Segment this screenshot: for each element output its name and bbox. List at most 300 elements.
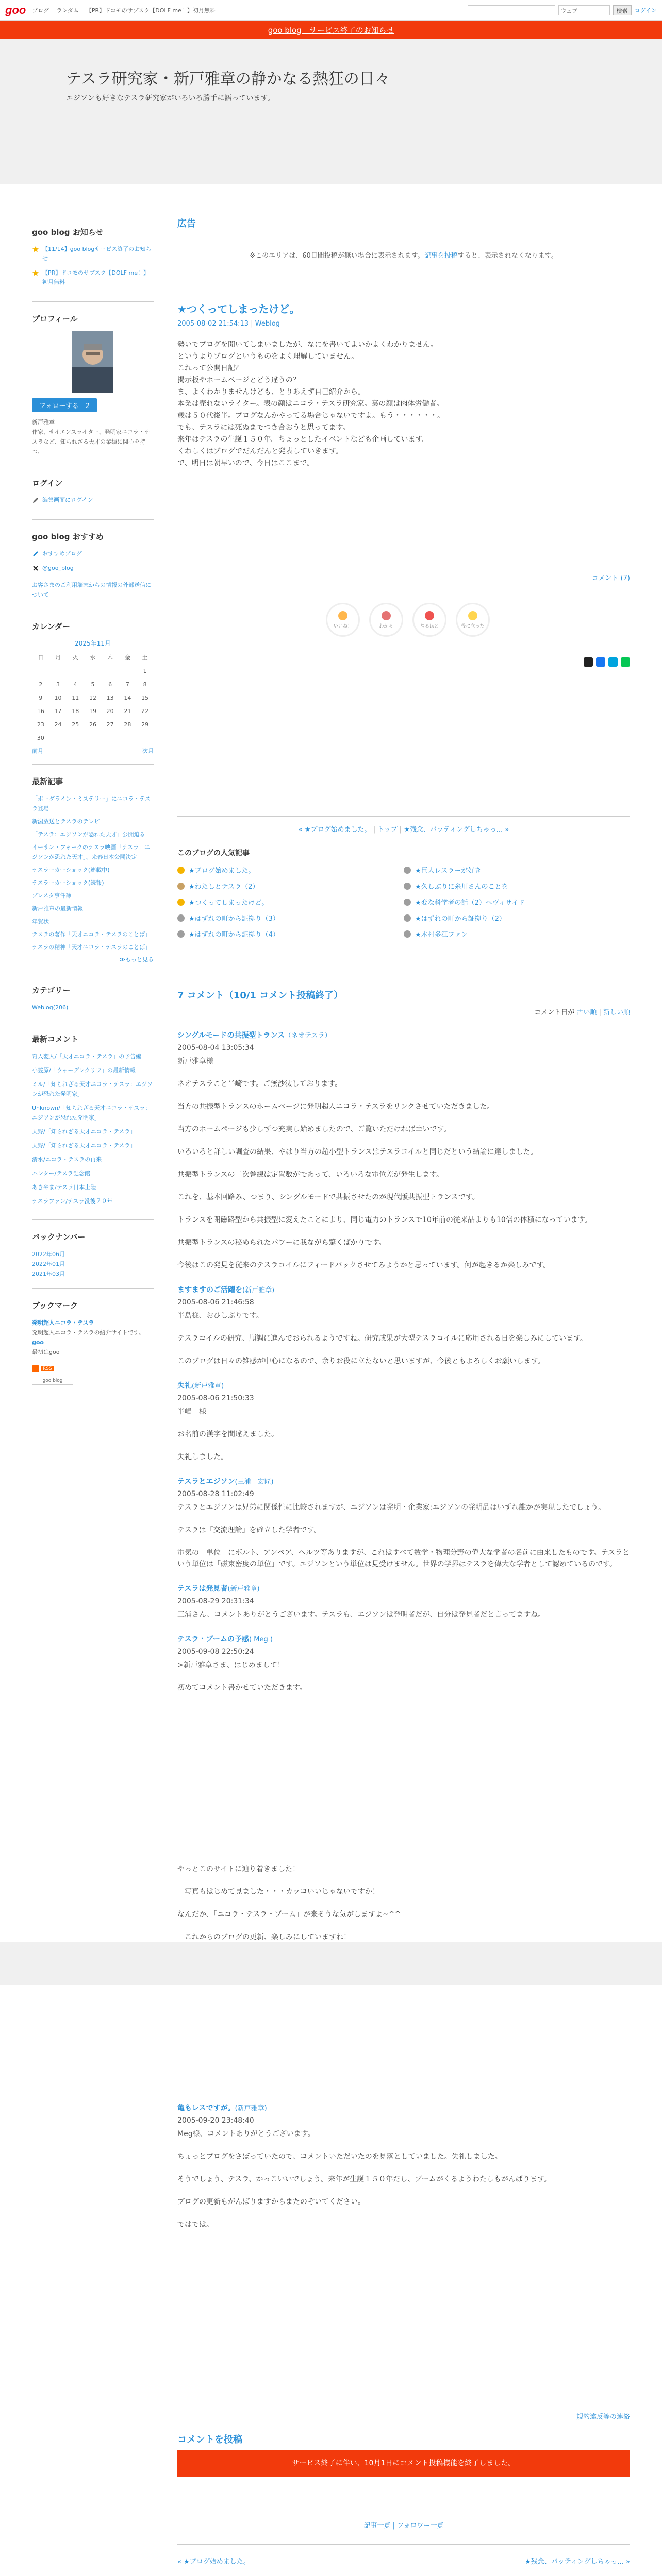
popular-link[interactable]: ★はずれの町から証拠り（3） bbox=[189, 915, 279, 923]
popular-link[interactable]: ★はずれの町から証拠り（4） bbox=[189, 931, 279, 939]
footer-links[interactable]: 記事一覧 | フォロワー一覧 bbox=[363, 2522, 444, 2530]
lightbulb-icon bbox=[425, 611, 434, 620]
comment-item bbox=[177, 1583, 630, 1620]
comment-paragraph: 共振型トランスの秘められたパワーに我ながら驚くばかりです。 bbox=[177, 1239, 386, 1247]
bookmark-link[interactable]: 発明超人ニコラ・テスラ bbox=[32, 1319, 94, 1326]
profile-name: 新戸雅章 bbox=[32, 419, 55, 426]
comment-paragraph: 電気の「単位」にボルト、アンペア、ヘルツ等ありますが、これはすべて数学・物理分野の偉大な学者の名前に由来したものです。テスラという単位は「磁束密度の単位」です。エジソンという単位は見受けません。世界の学界はテスラを偉大な学者として認めているのです。 bbox=[177, 1549, 630, 1568]
calendar-day bbox=[119, 664, 137, 677]
comment-closed-notice[interactable] bbox=[177, 2450, 630, 2477]
recent-posts-section bbox=[32, 776, 154, 973]
rss-label: RSS bbox=[41, 1366, 54, 1371]
recent-post-item bbox=[32, 904, 154, 913]
comment-paragraph: ちょっとブログをさぼっていたので、コメントいただいたのを見落としていました。失礼しました。 bbox=[177, 2153, 502, 2161]
recent-comment-link[interactable]: 奇人変人/「天才ニコラ・テスラ」の予告編 bbox=[32, 1053, 142, 1060]
login-link[interactable]: ログイン bbox=[634, 7, 657, 14]
recent-comments-section bbox=[32, 1033, 154, 1220]
notice-title: goo blog お知らせ bbox=[32, 228, 104, 237]
comment-header bbox=[177, 2103, 630, 2113]
comment-title[interactable]: テスラは発見者 bbox=[177, 1585, 228, 1593]
popular-item bbox=[177, 913, 404, 923]
recent-post-item bbox=[32, 942, 154, 952]
comment-title[interactable]: 亀もレスですが。 bbox=[177, 2104, 235, 2112]
comment-item bbox=[177, 1634, 630, 1943]
follow-button[interactable] bbox=[32, 398, 97, 412]
search-scope-select[interactable]: ウェブ bbox=[558, 5, 610, 15]
calendar-day: 12 bbox=[89, 694, 96, 701]
comment-handle[interactable]: (新戸雅章) bbox=[242, 1286, 275, 1294]
calendar-day bbox=[49, 731, 67, 744]
calendar-day bbox=[49, 664, 67, 677]
comment-header bbox=[177, 1634, 630, 1644]
calendar-day: 3 bbox=[56, 681, 60, 688]
rank-icon bbox=[177, 914, 185, 922]
recommend-title: goo blog おすすめ bbox=[32, 532, 104, 541]
bottom-area bbox=[177, 2411, 630, 2566]
pencil-icon bbox=[32, 550, 39, 557]
recent-comment-item bbox=[32, 1196, 154, 1206]
calendar-day: 18 bbox=[72, 707, 79, 715]
comment-title[interactable]: シングルモードの共振型トランス bbox=[177, 1031, 285, 1040]
popular-link[interactable]: ★つくってしまったけど。 bbox=[189, 899, 269, 907]
recent-comment-link[interactable]: ミル/「知られざる天才ニコラ・テスラ：エジソンが恐れた発明家」 bbox=[32, 1081, 153, 1097]
recent-post-item bbox=[32, 891, 154, 901]
calendar-week bbox=[32, 664, 154, 677]
comment-handle[interactable]: (新戸雅章) bbox=[192, 1382, 224, 1390]
comment-paragraph: ネオテスラこと半崎です。ご無沙汰しております。 bbox=[177, 1080, 342, 1088]
comment-header bbox=[177, 1030, 630, 1040]
reaction-agree[interactable] bbox=[369, 603, 403, 637]
calendar-day: 9 bbox=[39, 694, 43, 701]
calendar-day: 10 bbox=[54, 694, 62, 701]
calendar-month[interactable]: 2025年11月 bbox=[75, 640, 111, 647]
popular-link[interactable]: ★巨人レスラーが好き bbox=[415, 867, 482, 875]
comment-greeting: テスラとエジソンは兄弟に関係性に比較されますが、エジソンは発明・企業家:エジソンの発明品はいずれ誰かが実現したでしょう。 bbox=[177, 1503, 606, 1512]
comment-greeting: >新戸雅章さま、はじめまして！ bbox=[177, 1661, 285, 1669]
notice-link-1[interactable]: 【11/14】goo blogサービス終了のお知らせ bbox=[42, 246, 152, 262]
calendar-week bbox=[32, 731, 154, 744]
calendar-weekday: 木 bbox=[107, 654, 113, 661]
comment-greeting: 半島様、おひしぶりです。 bbox=[177, 1312, 263, 1320]
facebook-share-icon[interactable] bbox=[596, 657, 605, 667]
reaction-like-label: いいね！ bbox=[333, 623, 352, 629]
comment-title[interactable]: ますますのご活躍を bbox=[177, 1286, 242, 1294]
article-line: これって公開日記？ bbox=[177, 364, 242, 372]
comment-paragraph: 初めてコメント書かせていただきます。 bbox=[177, 1684, 307, 1692]
notice-item bbox=[32, 245, 154, 263]
calendar-weekday: 金 bbox=[124, 654, 130, 661]
comment-title[interactable]: テスラ・ブームの予感 bbox=[177, 1635, 250, 1643]
popular-link[interactable]: ★ブログ始めました。 bbox=[189, 867, 255, 875]
prev-article-link[interactable]: « ★ブログ始めました。 bbox=[298, 826, 371, 834]
article-title[interactable]: ★つくってしまったけど。 bbox=[177, 303, 300, 315]
comment-paragraph: 当方の共振型トランスのホームページに発明超人ニコラ・テスラをリンクさせていただきました。 bbox=[177, 1103, 494, 1111]
blog-header bbox=[0, 39, 662, 184]
comment-paragraph: このブログは日々の雑感が中心になるので、余りお役に立たないと思いますが、今後ともよろしくお願いします。 bbox=[177, 1357, 545, 1365]
comment-greeting: 三浦さん、コメントありがとうございます。テスラも、エジソンは発明者だが、自分は発見者だと言ってますね。 bbox=[177, 1611, 545, 1619]
comment-paragraph: やっとこのサイトに辿り着きました！ bbox=[177, 1865, 300, 1873]
article-line: ま、よくわかりませんけども、とりあえず自己紹介から。 bbox=[177, 388, 365, 396]
recommend-blog-link[interactable]: おすすめブログ bbox=[42, 550, 82, 557]
reaction-agree-label: わかる bbox=[379, 623, 393, 629]
popular-link[interactable]: ★木村多江ファン bbox=[415, 931, 468, 939]
comment-header bbox=[177, 1284, 630, 1295]
calendar-prev-link[interactable]: 前月 bbox=[32, 748, 43, 754]
calendar-day: 7 bbox=[125, 681, 129, 688]
comment-paragraph: これからのブログの更新、楽しみにしていますね！ bbox=[177, 1933, 351, 1941]
popular-item bbox=[177, 897, 404, 907]
comment-date: 2005-09-20 23:48:40 bbox=[177, 2116, 254, 2125]
comment-body bbox=[177, 2151, 630, 2230]
line-share-icon[interactable] bbox=[621, 657, 630, 667]
reaction-buttons bbox=[326, 603, 630, 637]
rank-icon bbox=[404, 899, 411, 906]
sidebar bbox=[32, 227, 154, 1385]
comment-body bbox=[177, 1078, 630, 1271]
comment-title[interactable]: 失礼 bbox=[177, 1382, 192, 1390]
login-section bbox=[32, 478, 154, 520]
article bbox=[177, 301, 630, 667]
recent-post-link[interactable]: テスラーカーショック(続報) bbox=[32, 879, 104, 886]
comment-handle[interactable]: (新戸雅章) bbox=[227, 1585, 260, 1593]
comment-item bbox=[177, 2103, 630, 2230]
calendar-day bbox=[102, 731, 119, 744]
footer-next-link[interactable]: ★残念、バッティングしちゃっ... » bbox=[525, 2558, 630, 2566]
reaction-like[interactable] bbox=[326, 603, 360, 637]
reaction-insight[interactable] bbox=[412, 603, 446, 637]
recent-comment-item bbox=[32, 1052, 154, 1061]
footer-prev-link[interactable]: « ★ブログ始めました。 bbox=[177, 2558, 250, 2566]
ad-text-before: ※このエリアは、60日間投稿が無い場合に表示されます。 bbox=[250, 252, 424, 260]
comment-paragraph: テスラは「交流理論」を確立した学者です。 bbox=[177, 1526, 321, 1534]
comment-date: 2005-09-08 22:50:24 bbox=[177, 1648, 254, 1656]
recent-post-item bbox=[32, 865, 154, 875]
comment-body bbox=[177, 1682, 630, 1943]
comment-paragraph: テスラコイルの研究、順調に進んでおられるようですね。研究成果が大型テスラコイルに応用される日を楽しみにしています。 bbox=[177, 1334, 587, 1343]
follow-count: 2 bbox=[85, 402, 90, 410]
recent-post-item bbox=[32, 842, 154, 862]
calendar-day bbox=[32, 664, 49, 677]
comment-handle[interactable]: （ネオテスラ） bbox=[284, 1032, 332, 1040]
bookmark-desc: 最初はgoo bbox=[32, 1349, 60, 1355]
recent-comment-item bbox=[32, 1182, 154, 1192]
popular-link[interactable]: ★久しぶりに糸川さんのことを bbox=[415, 883, 508, 891]
article-line: 歳は５０代後半。ブログなんかやってる場合じゃないですよ。もう・・・・・・。 bbox=[177, 412, 444, 420]
calendar-day: 19 bbox=[89, 707, 96, 715]
comment-header bbox=[177, 1476, 630, 1486]
megaphone-icon bbox=[382, 611, 391, 620]
search-input[interactable] bbox=[468, 5, 555, 15]
thumbs-up-icon bbox=[338, 611, 347, 620]
popular-item bbox=[404, 929, 630, 939]
popular-item bbox=[404, 897, 630, 907]
popular-link[interactable]: ★はずれの町から証拠り（2） bbox=[415, 915, 506, 923]
x-share-icon[interactable] bbox=[584, 657, 593, 667]
comment-paragraph: ブログの更新もがんばりますからまたのぞいてください。 bbox=[177, 2198, 365, 2206]
calendar-week bbox=[32, 718, 154, 731]
calendar-day: 14 bbox=[124, 694, 131, 701]
calendar-day: 27 bbox=[106, 721, 114, 728]
comment-paragraph: これを、基本回路み、つまり、シングルモードで共振させたのが現代版共振型トランスです。 bbox=[177, 1193, 479, 1201]
comment-paragraph: 写真もはじめて見ました・・・カッコいいじゃないですか！ bbox=[177, 1888, 379, 1896]
recent-post-item bbox=[32, 794, 154, 814]
article-category[interactable]: Weblog bbox=[255, 320, 280, 328]
calendar-title: カレンダー bbox=[32, 622, 71, 631]
comment-paragraph: ではでは。 bbox=[177, 2221, 213, 2229]
ad-notice bbox=[177, 250, 630, 260]
comment-order-old[interactable]: 古い順 bbox=[576, 1009, 597, 1016]
recent-comment-link[interactable]: 天野/「知られざる天才ニコラ・テスラ」 bbox=[32, 1142, 136, 1149]
comment-date: 2005-08-04 13:05:34 bbox=[177, 1044, 254, 1052]
recent-post-link[interactable]: イーサン・フォークのテスラ映画「テスラ：エジソンが恐れた天才」、来春日本公開決定 bbox=[32, 844, 151, 860]
calendar-day: 24 bbox=[54, 721, 62, 728]
recent-post-link[interactable]: テスラーカーショック(連載中) bbox=[32, 867, 110, 873]
recent-post-link[interactable]: 「テスラ：エジソンが恐れた天才」公開迫る bbox=[32, 831, 145, 838]
follow-button-label: フォローする bbox=[39, 402, 79, 410]
rank-icon bbox=[404, 914, 411, 922]
comments-title: 7 コメント（10/1 コメント投稿終了） bbox=[177, 990, 343, 1001]
recent-comment-item bbox=[32, 1155, 154, 1164]
calendar-day: 5 bbox=[91, 681, 95, 688]
bookmark-section bbox=[32, 1300, 154, 1357]
calendar-week bbox=[32, 704, 154, 718]
article-line: 掲示板やホームページとどう違うの？ bbox=[177, 376, 300, 384]
comment-date: 2005-08-06 21:46:58 bbox=[177, 1298, 254, 1307]
article-line: というよりブログというものをよく理解していません。 bbox=[177, 352, 359, 361]
comment-paragraph: 失礼しました。 bbox=[177, 1453, 228, 1461]
calendar-next-link[interactable]: 次月 bbox=[142, 748, 154, 754]
search-button[interactable]: 検索 bbox=[613, 5, 632, 15]
category-title: カテゴリー bbox=[32, 986, 71, 995]
top-search bbox=[468, 5, 657, 15]
calendar-day: 28 bbox=[124, 721, 131, 728]
comment-item bbox=[177, 1380, 630, 1463]
notice-section bbox=[32, 227, 154, 302]
post-comment-title: コメントを投稿 bbox=[177, 2434, 242, 2445]
service-end-banner-text[interactable]: goo blog サービス終了のお知らせ bbox=[268, 25, 394, 35]
comment-paragraph: 今後はこの発見を従来のテスラコイルにフィードバックさせてみようかと思っています。何が起きるか楽しみです。 bbox=[177, 1261, 551, 1269]
recent-comment-item bbox=[32, 1103, 154, 1123]
article-line: 勢いでブログを開いてしまいましたが、なにを書いてよいかよくわかりません。 bbox=[177, 341, 438, 349]
ad-text-after: すると、表示されなくなります。 bbox=[457, 252, 558, 260]
recent-comment-link[interactable]: テスラファン/テスラ没後７０年 bbox=[32, 1198, 113, 1205]
comment-handle[interactable]: (新戸雅章) bbox=[235, 2105, 267, 2112]
top-nav-pr[interactable]: 【PR】ドコモのサブスク【DOLF me！】初月無料 bbox=[86, 7, 216, 14]
main-content bbox=[177, 216, 630, 2242]
calendar-weekday: 日 bbox=[38, 654, 44, 661]
comments-count-link[interactable]: コメント (7) bbox=[591, 574, 630, 582]
article-date: 2005-08-02 21:54:13 bbox=[177, 320, 249, 328]
hatena-share-icon[interactable] bbox=[608, 657, 618, 667]
rank-icon bbox=[177, 883, 185, 890]
comment-order-label: コメント日が bbox=[534, 1009, 575, 1016]
recent-post-item bbox=[32, 929, 154, 939]
comment-paragraph: トランスを閉磁路型から共振型に変えたことにより、同じ電力のトランスで10年前の従来品よりも10倍の体積になっています。 bbox=[177, 1216, 592, 1224]
backnumber-link[interactable]: 2022年06月 bbox=[32, 1251, 65, 1258]
rank-icon bbox=[177, 930, 185, 938]
recent-posts-title: 最新記事 bbox=[32, 777, 63, 786]
recent-post-item bbox=[32, 917, 154, 926]
calendar-day: 26 bbox=[89, 721, 96, 728]
notice-item bbox=[32, 268, 154, 287]
recent-post-link[interactable]: 新戸雅章の最新情報 bbox=[32, 905, 83, 912]
article-pager: « ★ブログ始めました。 | トップ | ★残念、バッティングしちゃっ... » bbox=[177, 816, 630, 841]
comment-item bbox=[177, 1476, 630, 1570]
popular-item bbox=[404, 913, 630, 923]
recent-post-link[interactable]: 年賀状 bbox=[32, 918, 49, 925]
service-end-banner[interactable] bbox=[0, 21, 662, 39]
backnumber-title: バックナンバー bbox=[32, 1232, 86, 1242]
popular-link[interactable]: ★わたしとテスラ（2） bbox=[189, 883, 259, 891]
ad-band bbox=[0, 1942, 662, 1985]
calendar-day: 23 bbox=[37, 721, 44, 728]
recent-comment-link[interactable]: Unknown/「知られざる天才ニコラ・テスラ：エジソンが恐れた発明家」 bbox=[32, 1105, 151, 1121]
comment-title[interactable]: テスラとエジソン bbox=[177, 1478, 235, 1486]
calendar-day: 17 bbox=[54, 707, 62, 715]
comment-item bbox=[177, 1030, 630, 1271]
recent-comment-item bbox=[32, 1168, 154, 1178]
comment-header bbox=[177, 1583, 630, 1594]
calendar-day bbox=[67, 664, 84, 677]
comment-greeting: Meg様、コメントありがとうございます。 bbox=[177, 2130, 315, 2138]
recent-comment-item bbox=[32, 1127, 154, 1137]
top-link[interactable]: トップ bbox=[377, 826, 398, 834]
recommend-item bbox=[32, 564, 154, 573]
comment-body bbox=[177, 1333, 630, 1367]
star-icon bbox=[32, 246, 39, 253]
comment-body bbox=[177, 1524, 630, 1570]
comment-order-new[interactable]: 新しい順 bbox=[603, 1009, 630, 1016]
profile-title: プロフィール bbox=[32, 314, 78, 324]
calendar-day: 29 bbox=[141, 721, 149, 728]
recent-post-item bbox=[32, 817, 154, 826]
comments-section bbox=[177, 988, 630, 2230]
backnumber-section bbox=[32, 1231, 154, 1289]
calendar-day: 20 bbox=[106, 707, 114, 715]
calendar-day: 6 bbox=[108, 681, 112, 688]
profile-bio: 作家、サイエンスライター、発明家ニコラ・テスラなど、知られざる天才の業績に関心を持つ。 bbox=[32, 429, 150, 455]
top-nav-blog[interactable]: ブログ bbox=[32, 7, 49, 14]
pencil-icon bbox=[32, 497, 39, 504]
comment-paragraph: 共振型トランスの二次巻線は定置数がであって、いろいろな電位差が発生します。 bbox=[177, 1171, 444, 1179]
comment-paragraph: お名前の漢字を間違えました。 bbox=[177, 1430, 278, 1438]
category-section bbox=[32, 985, 154, 1022]
rank-icon bbox=[177, 867, 185, 874]
rank-icon bbox=[404, 883, 411, 890]
report-link[interactable]: 規約違反等の連絡 bbox=[576, 2413, 630, 2421]
calendar-day bbox=[136, 731, 154, 744]
reaction-useful-label: 役に立った bbox=[461, 623, 485, 629]
backnumber-link[interactable]: 2022年01月 bbox=[32, 1261, 65, 1267]
goo-logo[interactable]: goo bbox=[5, 3, 26, 16]
comment-paragraph: いろいろと詳しい調査の結果、やはり当方の超小型トランスはテスラコイルと同じだという結論に達しました。 bbox=[177, 1148, 538, 1156]
article-line: 来年はテスラの生誕１５０年。ちょっとしたイベントなども企画しています。 bbox=[177, 435, 429, 444]
recent-post-link[interactable]: テスラの著作「天才ニコラ・テスラのことば」 bbox=[32, 931, 151, 938]
recent-post-link[interactable]: 「ボーダライン・ミステリー」にニコラ・テスラ登場 bbox=[32, 795, 151, 812]
calendar-day: 16 bbox=[37, 707, 44, 715]
notice-link-2[interactable]: 【PR】ドコモのサブスク【DOLF me！】初月無料 bbox=[42, 269, 149, 285]
rank-icon bbox=[404, 867, 411, 874]
recent-post-link[interactable]: プレスタ事件簿 bbox=[32, 892, 72, 899]
next-article-link[interactable]: ★残念、バッティングしちゃっ... » bbox=[404, 826, 509, 834]
share-buttons bbox=[177, 657, 630, 667]
comment-handle[interactable]: (三浦 宏匠) bbox=[235, 1478, 274, 1486]
recent-post-item bbox=[32, 829, 154, 839]
popular-item bbox=[177, 865, 404, 875]
comment-date: 2005-08-06 21:50:33 bbox=[177, 1394, 254, 1402]
calendar-day: 22 bbox=[141, 707, 149, 715]
popular-link[interactable]: ★変な科学者の話（2）ヘヴィサイド bbox=[415, 899, 525, 907]
category-link[interactable]: Weblog(206) bbox=[32, 1004, 69, 1011]
post-article-link[interactable]: 記事を投稿 bbox=[424, 252, 458, 260]
calendar-day: 11 bbox=[72, 694, 79, 701]
article-line: で、明日は朝早いので、今日はここまで。 bbox=[177, 459, 315, 467]
blog-description: エジソンも好きなテスラ研究家がいろいろ勝手に語っています。 bbox=[66, 94, 275, 103]
bookmark-link[interactable]: goo bbox=[32, 1339, 44, 1346]
recent-comment-link[interactable]: ハンター/テスラ記念館 bbox=[32, 1170, 90, 1177]
recent-comment-link[interactable]: 天野/「知られざる天才ニコラ・テスラ」 bbox=[32, 1128, 136, 1135]
external-transmission-link[interactable]: お客さまのご利用端末からの情報の外部送信について bbox=[32, 582, 151, 598]
comment-date: 2005-08-28 11:02:49 bbox=[177, 1490, 254, 1498]
recent-comment-link[interactable]: 小笠原/「ウォーデンクリフ」の最新情報 bbox=[32, 1067, 136, 1074]
calendar-weekday: 水 bbox=[90, 654, 96, 661]
article-meta: 2005-08-02 21:54:13 | Weblog bbox=[177, 320, 280, 328]
popular-title: このブログの人気記事 bbox=[177, 849, 250, 857]
rank-icon bbox=[177, 899, 185, 906]
login-title: ログイン bbox=[32, 479, 63, 488]
comment-closed-text[interactable]: サービス終了に伴い、10月1日にコメント投稿機能を終了しました。 bbox=[292, 2459, 516, 2467]
top-bar bbox=[0, 0, 662, 21]
popular-item bbox=[177, 881, 404, 891]
goo-blog-badge[interactable]: goo blog bbox=[32, 1377, 73, 1385]
article-body bbox=[177, 339, 630, 469]
recent-more-link[interactable]: ≫もっと見る bbox=[119, 956, 154, 963]
calendar-day bbox=[84, 731, 102, 744]
bookmark-desc: 発明超人ニコラ・テスラの紹介サイトです。 bbox=[32, 1329, 144, 1336]
popular-item bbox=[404, 865, 630, 875]
article-line: でも、テスラには死ぬまでつき合おうと思ってます。 bbox=[177, 423, 350, 432]
calendar-weekday: 土 bbox=[142, 654, 148, 661]
calendar-day: 25 bbox=[72, 721, 79, 728]
comment-paragraph: 当方のホームページも少しずつ充実し始めましたので、ご覧いただければ幸いです。 bbox=[177, 1125, 451, 1133]
profile-avatar[interactable] bbox=[72, 331, 113, 393]
ad-title: 広告 bbox=[177, 216, 630, 234]
calendar-week bbox=[32, 691, 154, 704]
popular-item bbox=[177, 929, 404, 939]
blog-title[interactable]: テスラ研究家・新戸雅章の静かなる熱狂の日々 bbox=[66, 70, 390, 88]
recent-comment-link[interactable]: 清水/ニコラ・テスラの再来 bbox=[32, 1156, 102, 1163]
comment-header bbox=[177, 1380, 630, 1391]
reaction-useful[interactable] bbox=[456, 603, 490, 637]
rss-link[interactable] bbox=[32, 1365, 154, 1372]
goo-blog-x-link[interactable]: @goo_blog bbox=[42, 565, 74, 571]
comment-greeting: 新戸雅章様 bbox=[177, 1057, 213, 1065]
top-nav-random[interactable]: ランダム bbox=[56, 7, 79, 14]
recent-post-link[interactable]: 新潟放送とテスラのテレビ bbox=[32, 818, 100, 825]
recent-comments-title: 最新コメント bbox=[32, 1035, 79, 1044]
recent-post-link[interactable]: テスラの精神「天才ニコラ・テスラのことば」 bbox=[32, 944, 151, 951]
backnumber-link[interactable]: 2021年03月 bbox=[32, 1270, 65, 1277]
comment-handle[interactable]: ( Meg ) bbox=[249, 1636, 273, 1643]
calendar-day bbox=[102, 664, 119, 677]
comment-paragraph: そうでしょう、テスラ、かっこいいでしょう。来年が生誕１５０年だし、ブームがくるようわたしもがんばります。 bbox=[177, 2175, 551, 2183]
recent-comment-item bbox=[32, 1079, 154, 1099]
login-item bbox=[32, 496, 154, 505]
top-nav bbox=[32, 6, 216, 14]
admin-login-link[interactable]: 編集画面にログイン bbox=[42, 497, 93, 503]
popular-item bbox=[404, 881, 630, 891]
recent-comment-link[interactable]: あきやま/テスラ日本上陸 bbox=[32, 1184, 96, 1191]
